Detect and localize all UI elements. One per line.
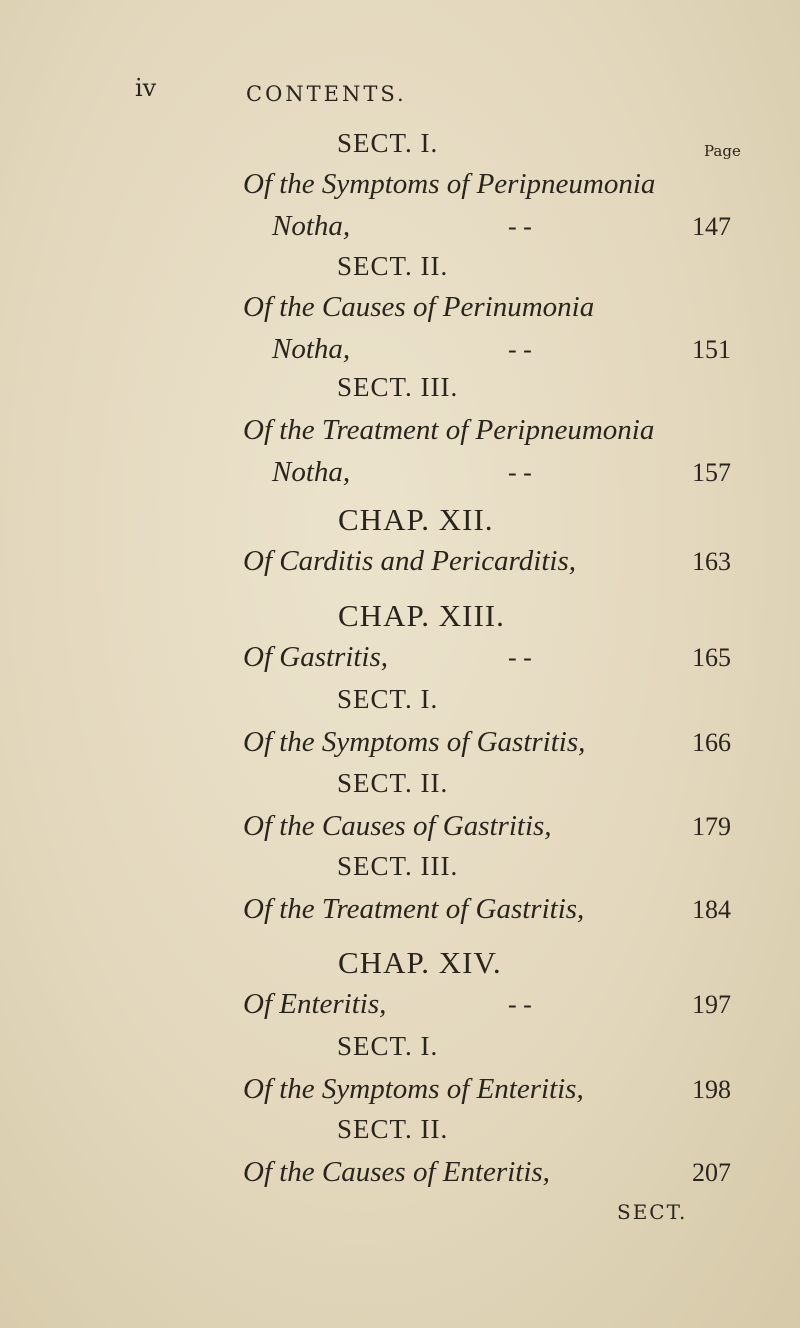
entry-title: Of Enteritis,: [243, 988, 387, 1020]
page-reference: 165: [692, 643, 731, 672]
section-heading: SECT. III.: [337, 851, 459, 881]
section-heading: SECT. I.: [337, 1031, 439, 1061]
entry-title: Of the Symptoms of Gastritis,: [243, 726, 586, 758]
page-column-label: Page: [704, 142, 741, 160]
entry-title-continued: Notha,: [272, 333, 351, 365]
section-heading: SECT. II.: [337, 768, 449, 798]
leader-dashes: - -: [508, 212, 532, 241]
page-reference: 184: [692, 895, 731, 924]
entry-title: Of the Symptoms of Enteritis,: [243, 1073, 584, 1105]
section-heading: SECT. I.: [337, 128, 439, 158]
page-reference: 157: [692, 458, 731, 487]
page-reference: 207: [692, 1158, 731, 1187]
catchword: SECT.: [617, 1200, 688, 1224]
chapter-heading: CHAP. XII.: [338, 502, 494, 537]
leader-dashes: - -: [508, 990, 532, 1019]
entry-title: Of the Treatment of Peripneumonia: [243, 414, 655, 446]
entry-title: Of the Causes of Perinumonia: [243, 291, 595, 323]
page-number: iv: [135, 74, 157, 102]
section-heading: SECT. II.: [337, 251, 449, 281]
page-reference: 198: [692, 1075, 731, 1104]
page-reference: 147: [692, 212, 731, 241]
running-head: CONTENTS.: [246, 82, 407, 106]
entry-title: Of Carditis and Pericarditis,: [243, 545, 576, 577]
page-reference: 179: [692, 812, 731, 841]
entry-title-continued: Notha,: [272, 456, 351, 488]
page-reference: 151: [692, 335, 731, 364]
entry-title: Of the Symptoms of Peripneumonia: [243, 168, 656, 200]
entry-title: Of Gastritis,: [243, 641, 389, 673]
entry-title-continued: Notha,: [272, 210, 351, 242]
section-heading: SECT. II.: [337, 1114, 449, 1144]
section-heading: SECT. I.: [337, 684, 439, 714]
page-reference: 197: [692, 990, 731, 1019]
entry-title: Of the Causes of Gastritis,: [243, 810, 552, 842]
page-reference: 163: [692, 547, 731, 576]
entry-title: Of the Treatment of Gastritis,: [243, 893, 585, 925]
chapter-heading: CHAP. XIV.: [338, 945, 502, 980]
page-reference: 166: [692, 728, 731, 757]
leader-dashes: - -: [508, 643, 532, 672]
leader-dashes: - -: [508, 458, 532, 487]
leader-dashes: - -: [508, 335, 532, 364]
chapter-heading: CHAP. XIII.: [338, 598, 505, 633]
section-heading: SECT. III.: [337, 372, 459, 402]
entry-title: Of the Causes of Enteritis,: [243, 1156, 550, 1188]
